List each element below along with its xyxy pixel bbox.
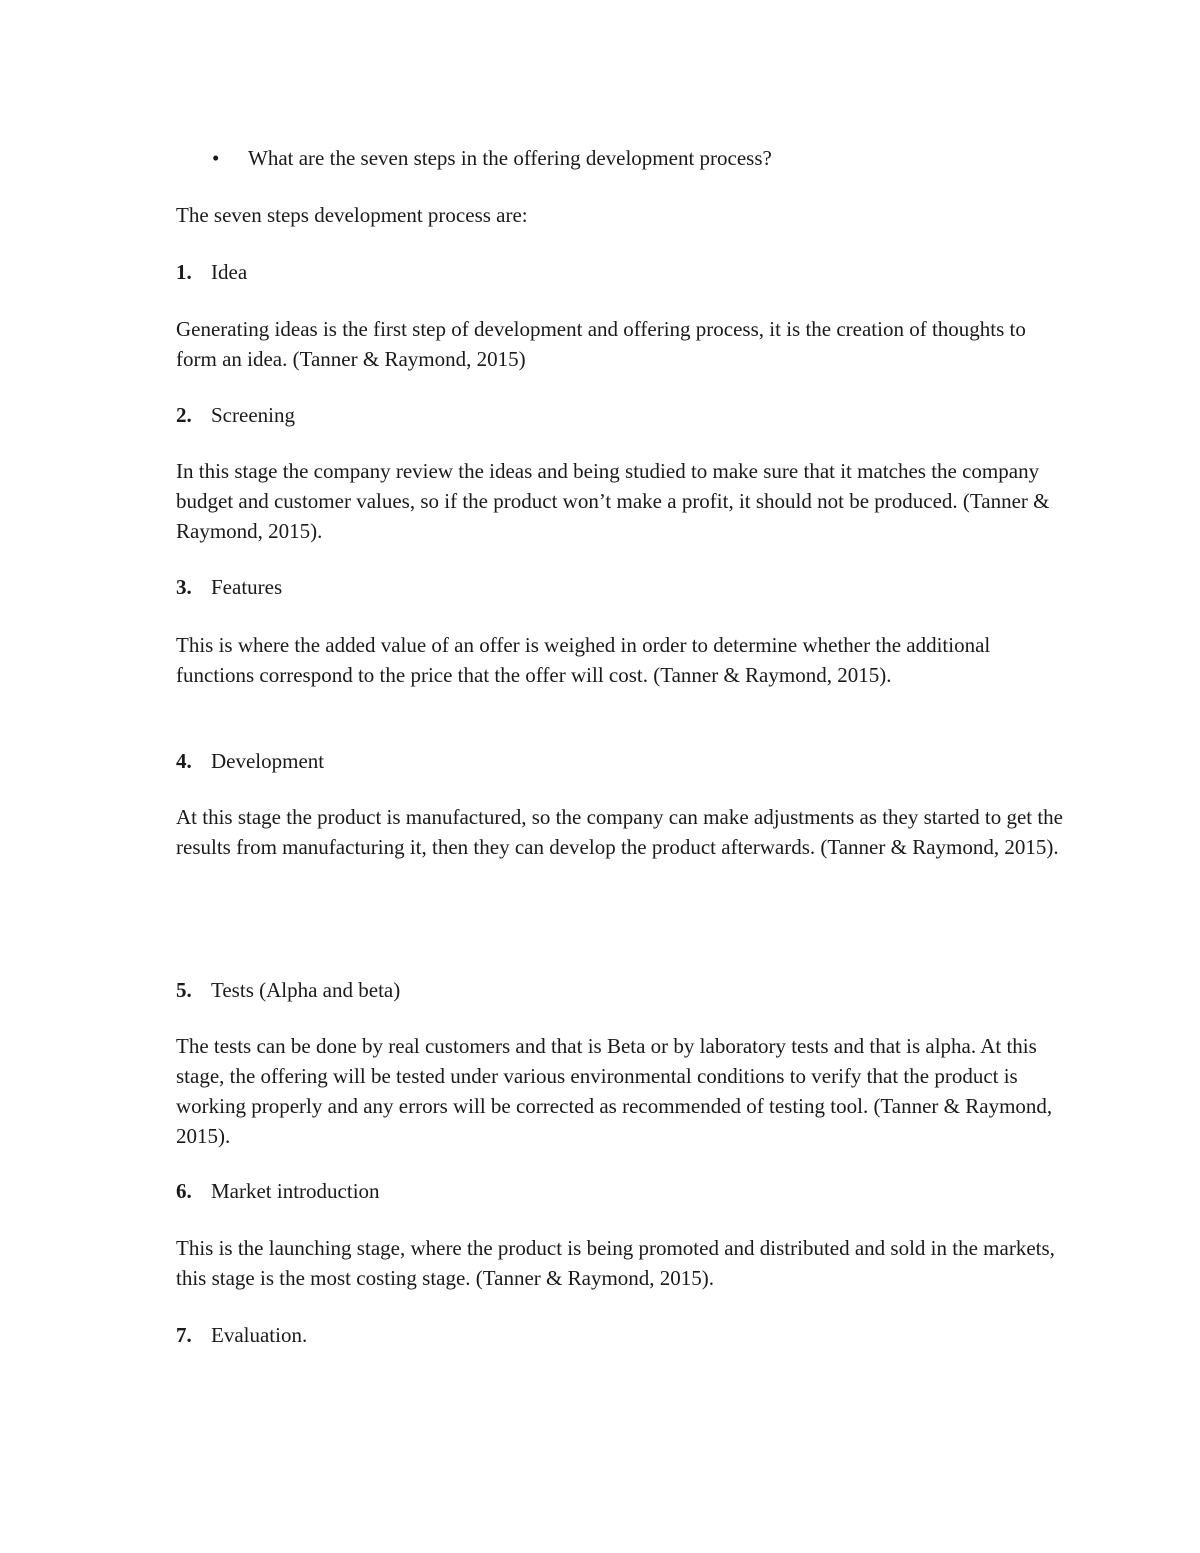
step-heading-4 xyxy=(176,746,1076,776)
step-body-6: This is the launching stage, where the product is being promoted and distributed and sold in the markets, this stage is the most costing stage. (Tanner & Raymond, 2015). xyxy=(176,1236,1055,1290)
step-title: Features xyxy=(211,575,283,599)
step-heading-5 xyxy=(176,975,1076,1005)
step-title: Screening xyxy=(211,403,295,427)
step-number: 5. xyxy=(176,978,192,1002)
step-body-3: This is where the added value of an offer is weighed in order to determine whether the additional functions correspond to the price that the offer will cost. (Tanner & Raymond, 2015). xyxy=(176,633,991,687)
step-heading-1 xyxy=(176,257,1076,287)
step-body-1: Generating ideas is the first step of development and offering process, it is the creation of thoughts to form an idea. (Tanner & Raymond, 2015) xyxy=(176,317,1026,371)
step-number: 6. xyxy=(176,1179,192,1203)
step-title: Tests (Alpha and beta) xyxy=(211,978,401,1002)
step-body-4: At this stage the product is manufactured, so the company can make adjustments as they started to get the results from manufacturing it, then they can develop the product afterwards. (Tanner & Raymond, 2015). xyxy=(176,805,1064,859)
step-title: Development xyxy=(211,749,325,773)
step-heading-3 xyxy=(176,572,1076,602)
intro-paragraph: The seven steps development process are: xyxy=(176,203,528,227)
step-number: 4. xyxy=(176,749,192,773)
question-text: What are the seven steps in the offering development process? xyxy=(248,146,772,170)
question-bullet-item xyxy=(212,143,1112,173)
bullet-icon: • xyxy=(212,146,220,170)
step-number: 1. xyxy=(176,260,192,284)
step-body-5: The tests can be done by real customers and that is Beta or by laboratory tests and that is alpha. At this stage, the offering will be tested under various environmental conditions to verify that the product is working properly and any errors will be corrected as recommended of testing tool. (Tanner & Raymond, 2015). xyxy=(176,1034,1053,1148)
step-heading-2 xyxy=(176,400,1076,430)
step-title: Evaluation. xyxy=(211,1323,308,1347)
step-body-2: In this stage the company review the ideas and being studied to make sure that it matches the company budget and customer values, so if the product won’t make a profit, it should not be produced. (Tanner & Raymond, 2015). xyxy=(176,459,1050,543)
step-number: 2. xyxy=(176,403,192,427)
step-heading-7 xyxy=(176,1320,1076,1350)
step-heading-6 xyxy=(176,1176,1076,1206)
step-title: Market introduction xyxy=(211,1179,380,1203)
step-title: Idea xyxy=(211,260,248,284)
step-number: 3. xyxy=(176,575,192,599)
step-number: 7. xyxy=(176,1323,192,1347)
